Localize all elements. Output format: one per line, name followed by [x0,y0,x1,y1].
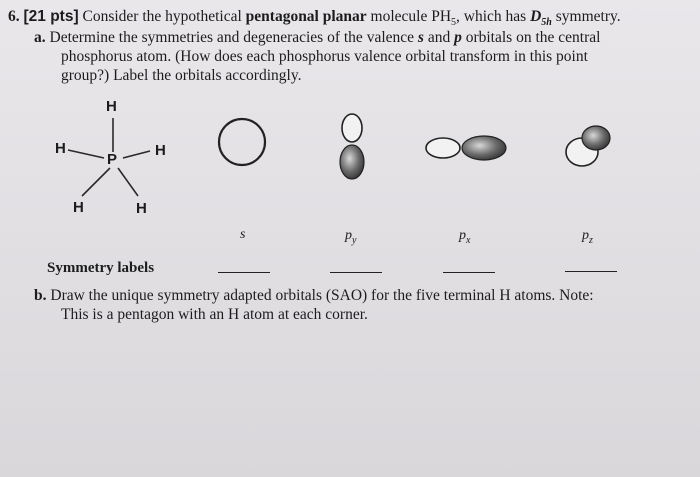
question-has: , which has [456,8,527,25]
question-intro: Consider the hypothetical [82,8,242,25]
px-orbital-icon [426,136,506,160]
px-orbital-label [459,228,470,246]
s-orbital-label: s [240,227,246,242]
part-a-line3: group?) Label the orbitals accordingly. [61,67,302,84]
py-orbital-label [345,228,356,246]
p-term: p [454,29,462,46]
pz-label-text: $p_z$ [582,228,593,246]
part-a-line2: phosphorus atom. (How does each phosphorus valence orbital transform in this point [61,48,588,65]
py-label-text-subscript: y [352,234,357,246]
part-b-label: b. [34,287,47,304]
part-a-label: a. [34,29,46,46]
px-symmetry-blank[interactable] [443,272,495,273]
pz-orbital-icon [566,126,610,166]
py-symmetry-blank[interactable] [330,272,382,273]
symmetry-symbol: D [530,8,542,25]
answer-space[interactable] [40,330,680,470]
question-molecule: molecule PH [370,8,452,25]
part-a-text: Determine the symmetries and degeneracies of the valence [49,29,415,46]
px-label-text-subscript: x [466,234,471,246]
part-b-text: Draw the unique symmetry adapted orbitals (SAO) for the five terminal H atoms. Note: [50,287,594,304]
atom-p-center: P [107,151,118,168]
ph-subscript: 5 [451,17,457,29]
py-label-text: $p_y$ [345,228,357,246]
question-number: 6. [8,8,20,25]
part-b-line1 [34,287,594,305]
s-orbital-icon [219,119,265,165]
part-b-line2: This is a pentagon with an H atom at each corner. [61,306,368,323]
atom-h-right: H [155,142,166,159]
symmetry-subscript: 5h [541,17,552,29]
atom-h-top: H [106,98,117,115]
question-points: [21 pts] [23,8,79,25]
py-orbital-icon [340,114,364,179]
atom-h-bottom-right: H [136,200,147,217]
s-term: s [417,29,424,46]
atom-h-bottom-left: H [73,199,84,216]
part-a-text-end: orbitals on the central [465,29,601,46]
question-end: symmetry. [555,8,621,25]
symmetry-labels-heading: Symmetry labels [47,260,155,276]
px-label-text: $p_x$ [459,228,471,246]
s-symmetry-blank[interactable] [218,272,270,273]
pz-label-text-subscript: z [589,234,593,246]
question-bold-term: pentagonal planar [245,8,367,25]
pz-orbital-label [582,228,593,246]
pz-symmetry-blank[interactable] [565,271,617,272]
and-word: and [427,29,451,46]
atom-h-left: H [55,140,66,157]
